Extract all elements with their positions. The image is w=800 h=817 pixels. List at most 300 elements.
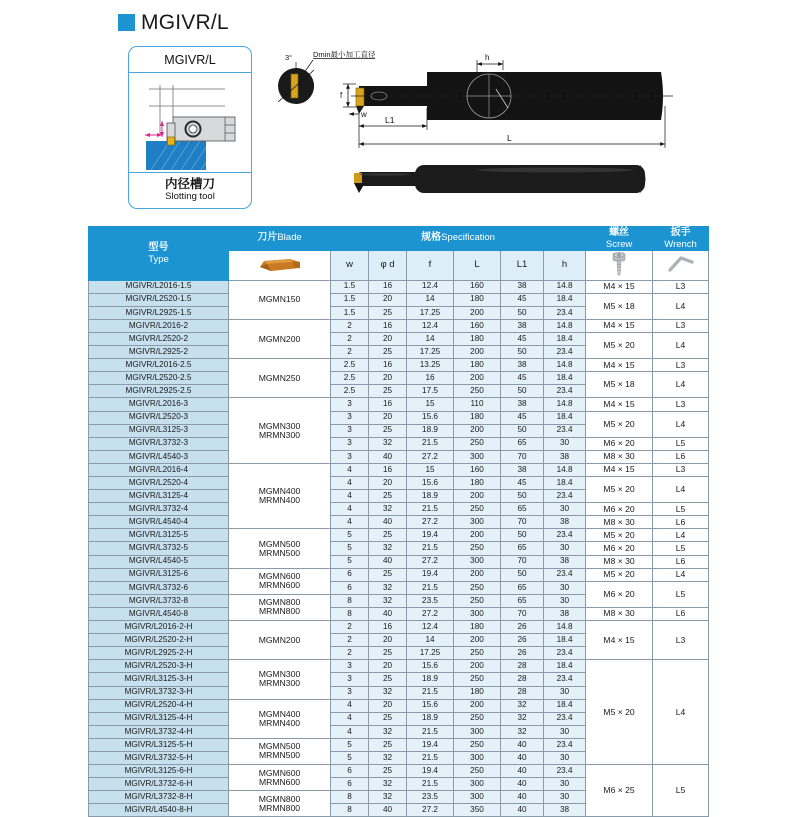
cell-h: 30	[544, 594, 586, 607]
cell-L: 250	[454, 738, 501, 751]
table-row	[89, 450, 709, 463]
cell-h: 38	[544, 516, 586, 529]
table-row	[89, 319, 709, 332]
cell-h: 14.8	[544, 319, 586, 332]
cell-type: MGIVR/L3732-6	[89, 581, 229, 594]
cell-L: 180	[454, 477, 501, 490]
cell-L: 180	[454, 411, 501, 424]
cell-phi-d: 32	[369, 542, 407, 555]
table-row	[89, 542, 709, 555]
cell-L: 160	[454, 280, 501, 293]
cell-f: 12.4	[407, 319, 454, 332]
cell-L: 180	[454, 359, 501, 372]
subheader-L: L	[454, 251, 501, 281]
cell-wrench: L5	[653, 581, 709, 607]
cell-L1: 70	[501, 450, 544, 463]
cell-L: 300	[454, 555, 501, 568]
cell-w: 3	[331, 673, 369, 686]
header-type-en: Type	[148, 253, 169, 265]
cell-L1: 65	[501, 437, 544, 450]
cell-L1: 38	[501, 463, 544, 476]
cell-type: MGIVR/L3125-4	[89, 490, 229, 503]
cell-L: 300	[454, 751, 501, 764]
cell-type: MGIVR/L2520-2.5	[89, 372, 229, 385]
l1-label: L1	[385, 115, 395, 125]
phi-d-label: φ d	[509, 107, 521, 116]
cell-phi-d: 32	[369, 581, 407, 594]
cell-blade: MGMN400 MRMN400	[229, 699, 331, 738]
cell-L: 200	[454, 634, 501, 647]
cell-type: MGIVR/L3732-3	[89, 437, 229, 450]
cell-wrench: L3	[653, 359, 709, 372]
cell-wrench: L4	[653, 568, 709, 581]
cell-type: MGIVR/L3125-4-H	[89, 712, 229, 725]
table-row	[89, 765, 709, 778]
cell-screw: M5 × 20	[586, 568, 653, 581]
screw-icon-cell	[586, 251, 653, 281]
blade-insert-icon-cell	[229, 251, 331, 281]
table-row	[89, 359, 709, 372]
cell-h: 30	[544, 751, 586, 764]
cell-L: 300	[454, 516, 501, 529]
cell-L: 200	[454, 424, 501, 437]
cell-h: 23.4	[544, 490, 586, 503]
cell-L: 250	[454, 503, 501, 516]
cell-w: 5	[331, 555, 369, 568]
cell-phi-d: 20	[369, 372, 407, 385]
header-blade-cn: 刀片	[257, 232, 278, 244]
cell-phi-d: 25	[369, 424, 407, 437]
table-row	[89, 581, 709, 594]
cell-f: 15.6	[407, 699, 454, 712]
cell-blade: MGMN200	[229, 621, 331, 660]
illustration-card-header: MGIVR/L	[129, 47, 251, 73]
cell-L1: 50	[501, 346, 544, 359]
cell-phi-d: 25	[369, 673, 407, 686]
technical-drawing	[255, 26, 675, 216]
table-row	[89, 372, 709, 385]
cell-w: 2	[331, 346, 369, 359]
cell-f: 14	[407, 293, 454, 306]
cell-L: 180	[454, 621, 501, 634]
screw-icon	[608, 251, 630, 277]
cell-w: 6	[331, 581, 369, 594]
cell-screw: M4 × 15	[586, 463, 653, 476]
cell-f: 14	[407, 634, 454, 647]
cell-f: 18.9	[407, 673, 454, 686]
cell-h: 18.4	[544, 634, 586, 647]
cell-phi-d: 40	[369, 607, 407, 620]
cell-L: 180	[454, 293, 501, 306]
cell-w: 3	[331, 686, 369, 699]
cell-f: 18.9	[407, 424, 454, 437]
cell-h: 14.8	[544, 280, 586, 293]
cell-L1: 38	[501, 280, 544, 293]
header-wrench-en: Wrench	[664, 239, 697, 250]
cell-type: MGIVR/L3732-5	[89, 542, 229, 555]
header-screw-cn: 螺丝	[609, 227, 630, 238]
cell-w: 8	[331, 594, 369, 607]
cell-phi-d: 25	[369, 346, 407, 359]
cell-f: 15.6	[407, 411, 454, 424]
h-label: h	[485, 53, 490, 62]
cell-w: 8	[331, 607, 369, 620]
cell-L1: 40	[501, 804, 544, 817]
cell-type: MGIVR/L2520-4-H	[89, 699, 229, 712]
caption-english: Slotting tool	[165, 191, 215, 202]
cell-w: 5	[331, 751, 369, 764]
header-wrench	[653, 227, 709, 251]
cell-L1: 45	[501, 372, 544, 385]
cell-phi-d: 16	[369, 280, 407, 293]
header-spec-en: Specification	[441, 232, 495, 244]
table-row	[89, 607, 709, 620]
cell-L1: 28	[501, 673, 544, 686]
cell-L: 250	[454, 673, 501, 686]
cell-type: MGIVR/L4540-4	[89, 516, 229, 529]
cell-type: MGIVR/L2016-2	[89, 319, 229, 332]
cell-L: 200	[454, 529, 501, 542]
cell-L1: 65	[501, 581, 544, 594]
cell-phi-d: 25	[369, 306, 407, 319]
cell-type: MGIVR/L2520-3	[89, 411, 229, 424]
cell-f: 12.4	[407, 621, 454, 634]
cell-w: 6	[331, 568, 369, 581]
cell-phi-d: 20	[369, 411, 407, 424]
cell-L1: 65	[501, 542, 544, 555]
cell-type: MGIVR/L2925-2-H	[89, 647, 229, 660]
cell-screw: M5 × 20	[586, 529, 653, 542]
cell-h: 30	[544, 437, 586, 450]
subheader-h: h	[544, 251, 586, 281]
cell-h: 18.4	[544, 411, 586, 424]
cell-wrench: L5	[653, 437, 709, 450]
cell-type: MGIVR/L3125-6-H	[89, 765, 229, 778]
cell-h: 23.4	[544, 673, 586, 686]
cell-screw: M8 × 30	[586, 450, 653, 463]
cell-L1: 45	[501, 332, 544, 345]
cell-w: 3	[331, 660, 369, 673]
cell-screw: M4 × 15	[586, 280, 653, 293]
cell-h: 23.4	[544, 306, 586, 319]
cell-wrench: L4	[653, 477, 709, 503]
cell-type: MGIVR/L3732-8-H	[89, 791, 229, 804]
table-header-row-1	[89, 227, 709, 251]
cell-L1: 38	[501, 359, 544, 372]
cell-L1: 50	[501, 424, 544, 437]
cell-f: 21.5	[407, 725, 454, 738]
cell-wrench: L3	[653, 463, 709, 476]
cell-w: 6	[331, 765, 369, 778]
header-blade	[229, 227, 331, 251]
cell-wrench: L4	[653, 332, 709, 358]
cell-screw: M5 × 20	[586, 332, 653, 358]
cell-f: 17.25	[407, 647, 454, 660]
cell-f: 27.2	[407, 516, 454, 529]
cell-blade: MGMN300 MRMN300	[229, 398, 331, 463]
table-row	[89, 437, 709, 450]
cell-type: MGIVR/L3732-4	[89, 503, 229, 516]
cell-w: 4	[331, 516, 369, 529]
cell-type: MGIVR/L4540-8	[89, 607, 229, 620]
table-row	[89, 568, 709, 581]
cell-phi-d: 32	[369, 594, 407, 607]
cell-phi-d: 20	[369, 293, 407, 306]
cell-wrench: L3	[653, 621, 709, 660]
cell-phi-d: 32	[369, 725, 407, 738]
cell-L: 200	[454, 306, 501, 319]
cell-L1: 45	[501, 411, 544, 424]
technical-drawing-svg	[255, 26, 675, 216]
cell-h: 30	[544, 542, 586, 555]
cell-w: 2	[331, 647, 369, 660]
cell-L1: 45	[501, 293, 544, 306]
cell-f: 15.6	[407, 477, 454, 490]
cell-w: 8	[331, 791, 369, 804]
cell-L: 200	[454, 660, 501, 673]
cell-h: 23.4	[544, 647, 586, 660]
cell-L1: 70	[501, 607, 544, 620]
cell-type: MGIVR/L2016-1.5	[89, 280, 229, 293]
cell-phi-d: 25	[369, 385, 407, 398]
cell-f: 19.4	[407, 568, 454, 581]
cell-L: 200	[454, 699, 501, 712]
cell-screw: M6 × 20	[586, 503, 653, 516]
cell-h: 30	[544, 791, 586, 804]
cell-wrench: L5	[653, 542, 709, 555]
cell-f: 14	[407, 332, 454, 345]
cell-L1: 28	[501, 660, 544, 673]
cell-w: 2	[331, 634, 369, 647]
cell-L1: 26	[501, 621, 544, 634]
cell-L: 250	[454, 542, 501, 555]
cell-h: 30	[544, 725, 586, 738]
cell-type: MGIVR/L3125-5	[89, 529, 229, 542]
table-row	[89, 463, 709, 476]
cell-f: 27.2	[407, 607, 454, 620]
cell-phi-d: 32	[369, 791, 407, 804]
cell-blade: MGMN500 MRMN500	[229, 738, 331, 764]
cell-L: 160	[454, 319, 501, 332]
cell-phi-d: 32	[369, 437, 407, 450]
cell-w: 3	[331, 450, 369, 463]
cell-phi-d: 25	[369, 738, 407, 751]
cell-type: MGIVR/L3732-5-H	[89, 751, 229, 764]
table-row	[89, 477, 709, 490]
cell-type: MGIVR/L3125-5-H	[89, 738, 229, 751]
cell-phi-d: 16	[369, 398, 407, 411]
cell-screw: M4 × 15	[586, 398, 653, 411]
cell-blade: MGMN400 MRMN400	[229, 463, 331, 528]
cell-h: 23.4	[544, 346, 586, 359]
cell-L1: 40	[501, 765, 544, 778]
cell-h: 38	[544, 804, 586, 817]
cell-h: 14.8	[544, 359, 586, 372]
header-screw	[586, 227, 653, 251]
cell-f: 15.6	[407, 660, 454, 673]
cell-L1: 32	[501, 699, 544, 712]
w-label: w	[361, 110, 367, 119]
side-view-bar	[340, 53, 673, 148]
table-header	[89, 227, 709, 281]
cell-h: 23.4	[544, 424, 586, 437]
cell-L: 250	[454, 385, 501, 398]
cell-type: MGIVR/L2016-2.5	[89, 359, 229, 372]
cell-h: 23.4	[544, 529, 586, 542]
subheader-w: w	[331, 251, 369, 281]
cell-screw: M5 × 20	[586, 477, 653, 503]
cell-L: 250	[454, 437, 501, 450]
table-row	[89, 411, 709, 424]
cell-w: 3	[331, 437, 369, 450]
cell-L1: 32	[501, 712, 544, 725]
cell-h: 23.4	[544, 738, 586, 751]
cell-w: 2.5	[331, 359, 369, 372]
cell-wrench: L3	[653, 319, 709, 332]
header-blade-en: Blade	[277, 232, 302, 244]
cell-L: 250	[454, 712, 501, 725]
cell-w: 4	[331, 490, 369, 503]
cell-type: MGIVR/L3732-8	[89, 594, 229, 607]
table-row	[89, 660, 709, 673]
cell-wrench: L6	[653, 607, 709, 620]
title-square-marker	[118, 14, 135, 31]
cell-phi-d: 25	[369, 529, 407, 542]
cell-phi-d: 20	[369, 332, 407, 345]
cell-w: 4	[331, 477, 369, 490]
cell-wrench: L3	[653, 280, 709, 293]
l-label: L	[507, 133, 512, 143]
cell-screw: M6 × 20	[586, 581, 653, 607]
cell-L1: 40	[501, 751, 544, 764]
cell-phi-d: 40	[369, 516, 407, 529]
cell-blade: MGMN300 MRMN300	[229, 660, 331, 699]
header-type	[89, 227, 229, 281]
cell-L: 180	[454, 686, 501, 699]
page-title-text: MGIVR/L	[141, 11, 229, 34]
cell-screw: M6 × 20	[586, 437, 653, 450]
cell-wrench: L4	[653, 372, 709, 398]
cell-blade: MGMN250	[229, 359, 331, 398]
cell-w: 3	[331, 424, 369, 437]
cell-L1: 50	[501, 490, 544, 503]
cell-L1: 50	[501, 529, 544, 542]
cell-screw: M6 × 25	[586, 765, 653, 817]
cell-phi-d: 25	[369, 712, 407, 725]
cell-type: MGIVR/L2520-3-H	[89, 660, 229, 673]
cell-blade: MGMN600 MRMN600	[229, 765, 331, 791]
cell-type: MGIVR/L2520-4	[89, 477, 229, 490]
cell-type: MGIVR/L2925-1.5	[89, 306, 229, 319]
cell-phi-d: 25	[369, 568, 407, 581]
cell-L: 250	[454, 647, 501, 660]
cell-phi-d: 16	[369, 463, 407, 476]
cell-L1: 70	[501, 555, 544, 568]
cell-L1: 26	[501, 634, 544, 647]
cell-phi-d: 40	[369, 555, 407, 568]
cell-f: 17.5	[407, 385, 454, 398]
cell-f: 21.5	[407, 581, 454, 594]
cell-phi-d: 32	[369, 686, 407, 699]
wrench-icon	[666, 254, 696, 274]
cell-w: 4	[331, 463, 369, 476]
page-title	[118, 12, 229, 33]
subheader-L1: L1	[501, 251, 544, 281]
cell-L1: 32	[501, 725, 544, 738]
cell-L1: 40	[501, 778, 544, 791]
cell-f: 19.4	[407, 765, 454, 778]
cell-w: 3	[331, 411, 369, 424]
cell-L1: 50	[501, 306, 544, 319]
cell-phi-d: 16	[369, 319, 407, 332]
cell-h: 14.8	[544, 398, 586, 411]
cell-L: 200	[454, 490, 501, 503]
cell-blade: MGMN800 MRMN800	[229, 594, 331, 620]
specification-table	[88, 226, 709, 817]
cell-phi-d: 25	[369, 490, 407, 503]
cell-h: 30	[544, 581, 586, 594]
cell-screw: M8 × 30	[586, 607, 653, 620]
cell-f: 19.4	[407, 738, 454, 751]
cell-h: 23.4	[544, 712, 586, 725]
cell-L: 300	[454, 791, 501, 804]
cell-screw: M5 × 18	[586, 293, 653, 319]
cell-f: 21.5	[407, 542, 454, 555]
cell-f: 21.5	[407, 751, 454, 764]
specification-table-wrapper	[88, 226, 708, 817]
cell-L1: 38	[501, 319, 544, 332]
cell-phi-d: 32	[369, 503, 407, 516]
table-row	[89, 332, 709, 345]
cell-type: MGIVR/L2520-1.5	[89, 293, 229, 306]
header-screw-en: Screw	[605, 239, 633, 250]
cell-w: 5	[331, 542, 369, 555]
cell-w: 2.5	[331, 372, 369, 385]
cell-L: 300	[454, 725, 501, 738]
cell-f: 23.5	[407, 594, 454, 607]
cell-L: 350	[454, 804, 501, 817]
cell-type: MGIVR/L2016-4	[89, 463, 229, 476]
cell-f: 13.25	[407, 359, 454, 372]
cell-wrench: L3	[653, 398, 709, 411]
cell-screw: M8 × 30	[586, 555, 653, 568]
cell-screw: M4 × 15	[586, 621, 653, 660]
cell-L1: 45	[501, 477, 544, 490]
cell-blade: MGMN150	[229, 280, 331, 319]
cell-L: 300	[454, 607, 501, 620]
cell-h: 23.4	[544, 765, 586, 778]
cell-wrench: L6	[653, 555, 709, 568]
cell-type: MGIVR/L3125-3	[89, 424, 229, 437]
cell-f: 21.5	[407, 503, 454, 516]
cell-h: 14.8	[544, 621, 586, 634]
cell-wrench: L4	[653, 293, 709, 319]
cell-w: 1.5	[331, 293, 369, 306]
cell-f: 21.5	[407, 437, 454, 450]
insert-icon	[257, 256, 303, 273]
cell-screw: M8 × 30	[586, 516, 653, 529]
cell-w: 5	[331, 529, 369, 542]
illustration-card	[128, 46, 252, 209]
table-row	[89, 503, 709, 516]
cell-f: 23.5	[407, 791, 454, 804]
cell-L: 110	[454, 398, 501, 411]
illustration-card-caption	[129, 172, 251, 208]
table-row	[89, 280, 709, 293]
cell-L: 250	[454, 765, 501, 778]
cell-h: 18.4	[544, 660, 586, 673]
cell-h: 18.4	[544, 332, 586, 345]
